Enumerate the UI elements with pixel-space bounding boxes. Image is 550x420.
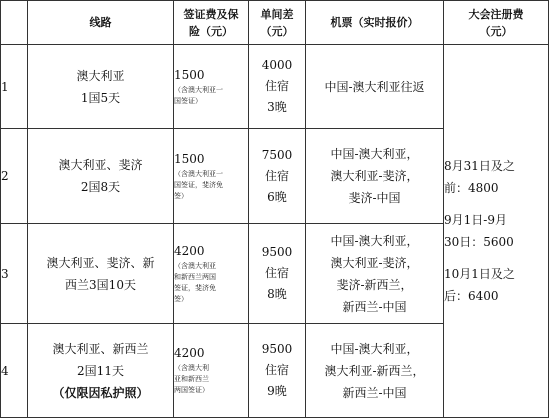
header-row — [1, 1, 549, 45]
table-row — [1, 45, 549, 129]
route-cell: 澳大利亚、斐济 2国8天 — [28, 129, 174, 224]
header-airfare: 机票（实时报价） — [306, 1, 444, 45]
row-index: 2 — [1, 129, 28, 224]
route-cell: 澳大利亚 1国5天 — [28, 45, 174, 129]
row-index: 3 — [1, 224, 28, 324]
supplement-cell: 7500 住宿 6晚 — [249, 129, 306, 224]
visa-cell: 1500 （含澳大利亚一 国签证，斐济免 签） — [174, 129, 249, 224]
header-registration: 大会注册费 （元） — [444, 1, 549, 45]
visa-cell: 4200 （含澳大利亚 和新西兰两国 签证，斐济免 签） — [174, 224, 249, 324]
header-visa: 签证费及保 险（元） — [174, 1, 249, 45]
row-index: 1 — [1, 45, 28, 129]
supplement-cell: 9500 住宿 9晚 — [249, 324, 306, 418]
airfare-cell: 中国-澳大利亚， 澳大利亚-斐济， 斐济-中国 — [306, 129, 444, 224]
visa-cell: 4200 （含澳大利 亚和新西兰 两国签证） — [174, 324, 249, 418]
airfare-cell: 中国-澳大利亚往返 — [306, 45, 444, 129]
header-single-supplement: 单间差 （元） — [249, 1, 306, 45]
header-route: 线路 — [28, 1, 174, 45]
visa-cell: 1500 （含澳大利亚一 国签证） — [174, 45, 249, 129]
private-passport-note: （仅限因私护照） — [52, 385, 149, 400]
row-index: 4 — [1, 324, 28, 418]
registration-tier-2: 9月1日-9月 30日：5600 — [444, 213, 514, 249]
airfare-cell: 中国-澳大利亚， 澳大利亚-新西兰， 新西兰-中国 — [306, 324, 444, 418]
route-cell: 澳大利亚、斐济、新 西兰3国10天 — [28, 224, 174, 324]
route-cell: 澳大利亚、新西兰 2国11天 （仅限因私护照） — [28, 324, 174, 418]
supplement-cell: 9500 住宿 8晚 — [249, 224, 306, 324]
supplement-cell: 4000 住宿 3晚 — [249, 45, 306, 129]
registration-tier-1: 8月31日及之 前：4800 — [444, 159, 515, 195]
airfare-cell: 中国-澳大利亚， 澳大利亚-斐济， 斐济-新西兰， 新西兰-中国 — [306, 224, 444, 324]
header-index — [1, 1, 28, 45]
registration-fee-cell — [444, 45, 549, 418]
registration-tier-3: 10月1日及之 后：6400 — [444, 267, 515, 303]
